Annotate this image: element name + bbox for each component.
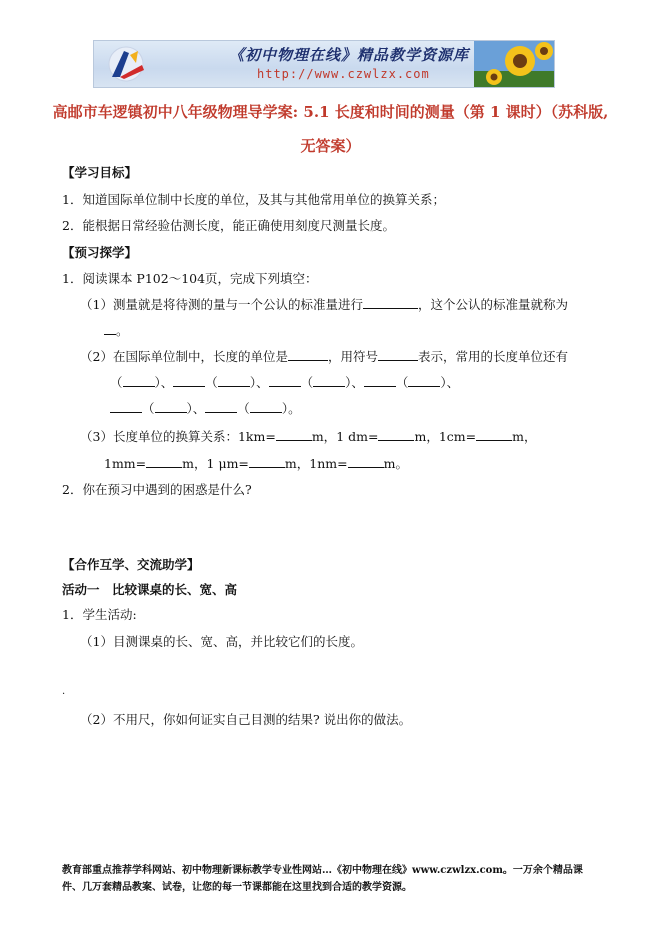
comma: ， xyxy=(523,429,537,444)
conversion-um: 1 μm= xyxy=(206,456,249,471)
unit-blanks-row-2 xyxy=(110,399,301,417)
stray-dot: . xyxy=(62,686,66,697)
conversion-km: （3）长度单位的换算关系：1km= xyxy=(80,429,276,444)
question-1-1 xyxy=(80,295,568,313)
unit-m: m xyxy=(414,429,427,444)
sunflower-icon xyxy=(474,41,554,87)
left-paren: （ xyxy=(205,375,218,390)
period: 。 xyxy=(288,401,301,416)
fill-blank[interactable] xyxy=(173,374,205,387)
unit-m: m xyxy=(383,456,396,471)
unit-blanks-row-1 xyxy=(110,373,459,391)
left-paren: （ xyxy=(110,375,123,390)
learning-goals-heading: 【学习目标】 xyxy=(62,165,138,180)
fill-blank[interactable] xyxy=(364,374,396,387)
unit-m: m xyxy=(182,456,194,471)
conversion-cm: 1cm= xyxy=(438,429,477,444)
goal-2: 2．能根据日常经验估测长度，能正确使用刻度尺测量长度。 xyxy=(62,218,395,233)
unit-m: m xyxy=(284,456,297,471)
fill-blank[interactable] xyxy=(249,455,285,468)
conversion-dm: 1 dm= xyxy=(336,429,379,444)
question-1-2-text-c: 表示，常用的长度单位还有 xyxy=(417,349,568,364)
comma: ， xyxy=(323,429,337,444)
conversion-mm: 1mm= xyxy=(104,456,147,471)
fill-blank[interactable] xyxy=(205,400,237,413)
right-paren: ） xyxy=(440,375,447,390)
period: 。 xyxy=(395,456,408,471)
separator: 、 xyxy=(192,401,206,416)
activity-1-2: （2）不用尺，你如何证实自己目测的结果? 说出你的做法。 xyxy=(80,712,412,727)
preview-heading: 【预习探学】 xyxy=(62,245,138,260)
question-1-1-text-b: ，这个公认的标准量就称为 xyxy=(417,297,568,312)
fill-blank[interactable] xyxy=(378,428,414,441)
comma: ， xyxy=(194,456,207,471)
separator: 、 xyxy=(351,375,364,390)
cooperation-heading: 【合作互学、交流助学】 xyxy=(62,557,200,572)
fill-blank[interactable] xyxy=(408,374,440,387)
comma: ， xyxy=(426,429,439,444)
goal-1: 1．知道国际单位制中长度的单位，及其与其他常用单位的换算关系； xyxy=(62,192,445,207)
fill-blank[interactable] xyxy=(218,374,250,387)
site-logo-icon xyxy=(102,43,152,85)
question-1-2-text-b: ，用符号 xyxy=(327,349,378,364)
activity-1-1: （1）目测课桌的长、宽、高，并比较它们的长度。 xyxy=(80,634,363,649)
unit-m: m xyxy=(512,429,524,444)
fill-blank[interactable] xyxy=(348,455,384,468)
separator: 、 xyxy=(256,375,269,390)
comma: ， xyxy=(296,456,310,471)
left-paren: （ xyxy=(300,375,314,390)
fill-blank[interactable] xyxy=(250,400,282,413)
fill-blank[interactable] xyxy=(104,322,116,335)
fill-blank[interactable] xyxy=(110,400,142,413)
left-paren: （ xyxy=(142,401,155,416)
fill-blank[interactable] xyxy=(363,296,418,309)
fill-blank[interactable] xyxy=(146,455,182,468)
left-paren: （ xyxy=(237,401,250,416)
conversion-nm: 1nm= xyxy=(309,456,348,471)
fill-blank[interactable] xyxy=(123,374,155,387)
banner-title: 《初中物理在线》精品教学资源库 xyxy=(229,46,470,64)
question-2: 2．你在预习中遇到的困惑是什么? xyxy=(62,482,252,497)
unit-m: m xyxy=(311,429,324,444)
right-paren: ） xyxy=(249,375,257,390)
fill-blank[interactable] xyxy=(276,428,312,441)
activity-1-item: 1．学生活动: xyxy=(62,607,137,622)
page-title: 高邮市车逻镇初中八年级物理导学案: 5.1 长度和时间的测量（第 1 课时）（苏科版, 无答案） xyxy=(52,103,609,155)
question-1-2-text-a: （2）在国际单位制中，长度的单位是 xyxy=(80,349,288,364)
fill-blank[interactable] xyxy=(155,400,187,413)
question-1-3 xyxy=(80,427,536,445)
banner-url[interactable]: http://www.czwlzx.com xyxy=(257,67,430,81)
activity-1-heading: 活动一 比较课桌的长、宽、高 xyxy=(62,582,238,597)
fill-blank[interactable] xyxy=(378,348,418,361)
question-1-1-cont xyxy=(104,321,129,339)
right-paren: ） xyxy=(345,375,352,390)
fill-blank[interactable] xyxy=(313,374,345,387)
fill-blank[interactable] xyxy=(476,428,512,441)
separator: 、 xyxy=(160,375,174,390)
header-banner xyxy=(93,40,555,88)
footer-note: 教育部重点推荐学科网站、初中物理新课标教学专业性网站…《初中物理在线》www.czwlzx.com。一万余个精品课件、几万套精品教案、试卷，让您的每一节课都能在这里找到合适的教学资源。 xyxy=(62,865,583,893)
question-1-1-text-c: 。 xyxy=(116,323,129,338)
right-paren: ） xyxy=(186,401,193,416)
right-paren: ） xyxy=(154,375,161,390)
question-1-2 xyxy=(80,347,568,365)
fill-blank[interactable] xyxy=(269,374,301,387)
question-1-3-cont xyxy=(104,454,408,472)
fill-blank[interactable] xyxy=(288,348,328,361)
separator: 、 xyxy=(446,375,460,390)
question-1: 1．阅读课本 P102～104页，完成下列填空： xyxy=(62,271,318,286)
right-paren: ） xyxy=(281,401,289,416)
question-1-1-text-a: （1）测量就是将待测的量与一个公认的标准量进行 xyxy=(80,297,363,312)
left-paren: （ xyxy=(395,375,409,390)
